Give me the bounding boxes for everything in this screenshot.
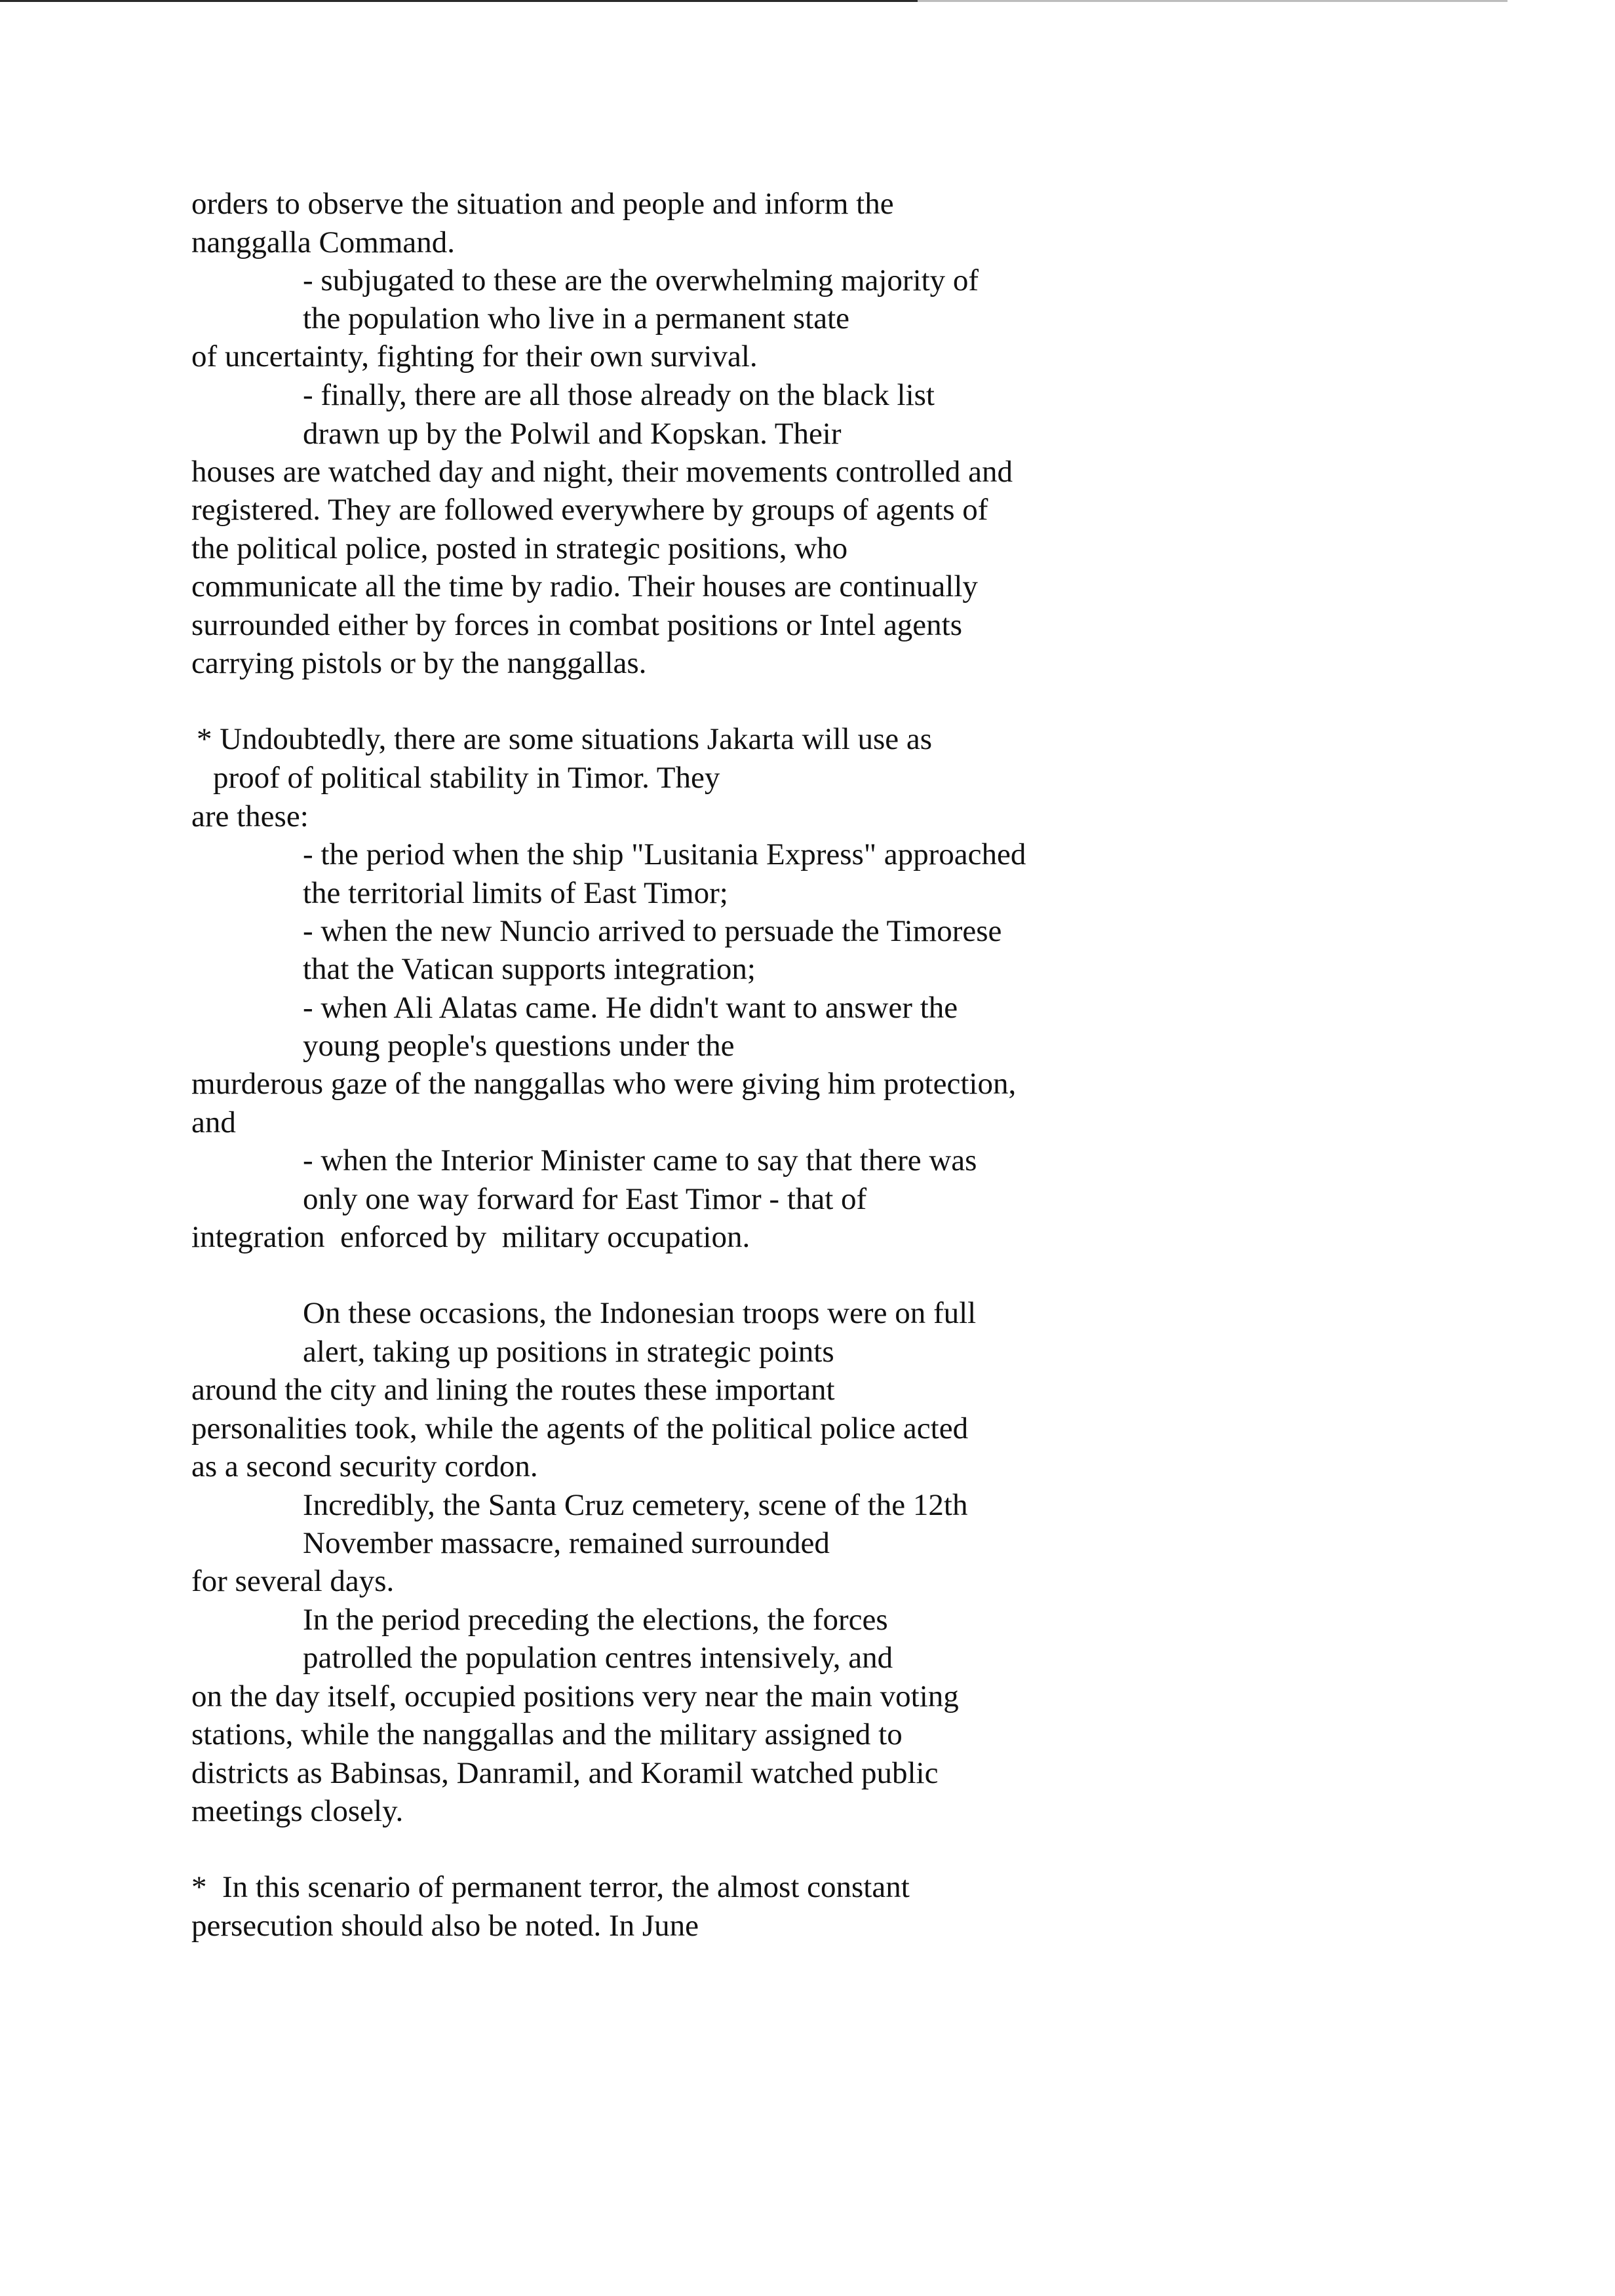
text-line: surrounded either by forces in combat positions or Intel agents bbox=[191, 608, 963, 642]
text-line: the territorial limits of East Timor; bbox=[303, 876, 728, 910]
text-line: drawn up by the Polwil and Kopskan. Their bbox=[303, 417, 842, 451]
text-line: around the city and lining the routes these important bbox=[191, 1373, 835, 1407]
text-line: In the period preceding the elections, the forces bbox=[303, 1603, 888, 1637]
text-line: - when the Interior Minister came to say that there was bbox=[303, 1143, 977, 1177]
text-line: - subjugated to these are the overwhelming majority of bbox=[303, 263, 979, 297]
text-line: only one way forward for East Timor - that of bbox=[303, 1182, 867, 1216]
text-line: - finally, there are all those already on the black list bbox=[303, 378, 935, 412]
text-line: orders to observe the situation and people and inform the bbox=[191, 187, 894, 221]
text-line: that the Vatican supports integration; bbox=[303, 952, 756, 986]
text-line: - the period when the ship "Lusitania Express" approached bbox=[303, 837, 1026, 871]
text-line: personalities took, while the agents of the political police acted bbox=[191, 1411, 969, 1445]
text-line: carrying pistols or by the nanggallas. bbox=[191, 646, 647, 680]
text-line: on the day itself, occupied positions very near the main voting bbox=[191, 1679, 959, 1713]
text-line: proof of political stability in Timor. They bbox=[213, 761, 720, 795]
text-line: registered. They are followed everywhere by groups of agents of bbox=[191, 493, 988, 527]
text-line: alert, taking up positions in strategic points bbox=[303, 1335, 834, 1369]
text-line: murderous gaze of the nanggallas who were giving him protection, bbox=[191, 1067, 1017, 1101]
text-line: the political police, posted in strategic positions, who bbox=[191, 531, 848, 565]
text-line: integration enforced by military occupation. bbox=[191, 1220, 750, 1254]
text-line: nanggalla Command. bbox=[191, 225, 456, 259]
text-line: On these occasions, the Indonesian troops were on full bbox=[303, 1296, 977, 1330]
text-line: Incredibly, the Santa Cruz cemetery, scene of the 12th bbox=[303, 1488, 968, 1522]
text-line: - when the new Nuncio arrived to persuade the Timorese bbox=[303, 914, 1002, 948]
text-line: young people's questions under the bbox=[303, 1029, 735, 1063]
text-line: November massacre, remained surrounded bbox=[303, 1526, 830, 1560]
text-line: districts as Babinsas, Danramil, and Koramil watched public bbox=[191, 1756, 939, 1790]
bullet-paragraph-line: * In this scenario of permanent terror, the almost constant bbox=[191, 1870, 910, 1904]
text-line: and bbox=[191, 1105, 236, 1139]
text-line: persecution should also be noted. In June bbox=[191, 1909, 699, 1943]
text-line: are these: bbox=[191, 799, 309, 833]
bullet-paragraph-line: * Undoubtedly, there are some situations Jakarta will use as bbox=[197, 722, 933, 756]
text-line: the population who live in a permanent state bbox=[303, 301, 850, 335]
text-line: houses are watched day and night, their movements controlled and bbox=[191, 455, 1013, 489]
text-line: as a second security cordon. bbox=[191, 1449, 538, 1483]
text-line: communicate all the time by radio. Their houses are continually bbox=[191, 569, 978, 603]
text-line: of uncertainty, fighting for their own survival. bbox=[191, 339, 758, 373]
text-line: patrolled the population centres intensively, and bbox=[303, 1641, 893, 1675]
text-line: for several days. bbox=[191, 1564, 395, 1598]
text-line: meetings closely. bbox=[191, 1794, 404, 1828]
text-line: stations, while the nanggallas and the military assigned to bbox=[191, 1717, 903, 1751]
text-line: - when Ali Alatas came. He didn't want to answer the bbox=[303, 991, 958, 1025]
